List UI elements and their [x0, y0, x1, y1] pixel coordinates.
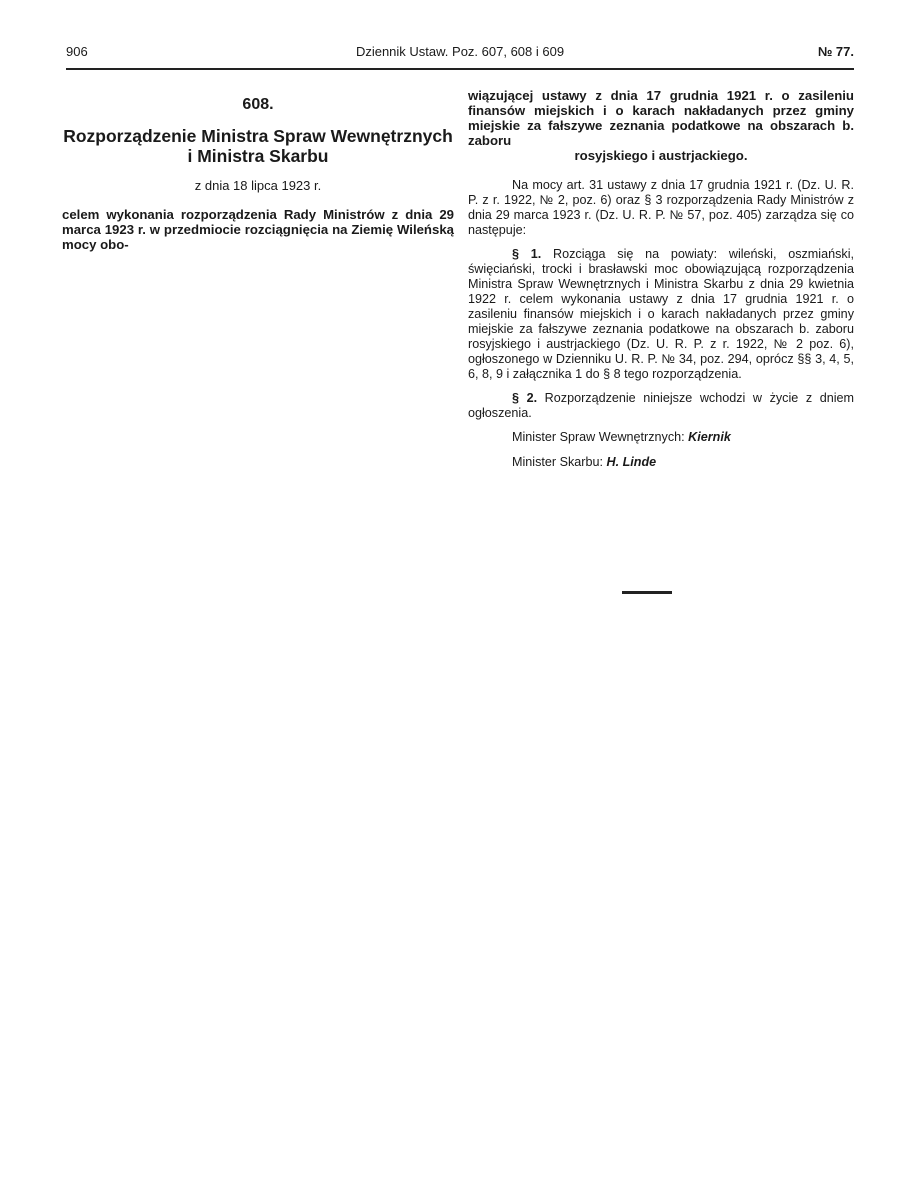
page-number: 906 — [66, 44, 88, 59]
journal-title: Dziennik Ustaw. Poz. 607, 608 i 609 — [355, 44, 565, 59]
signature-role: Minister Skarbu: — [512, 455, 603, 469]
right-column — [468, 88, 854, 480]
section-2 — [468, 391, 854, 421]
section-1 — [468, 247, 854, 382]
regulation-title: Rozporządzenie Ministra Spraw Wewnętrznych i Ministra Skarbu — [63, 126, 453, 166]
regulation-intro: celem wykonania rozporządzenia Rady Ministrów z dnia 29 marca 1923 r. w przedmiocie rozciągnięcia na Ziemię Wileńską mocy obo- — [62, 207, 454, 252]
issue-number: № 77. — [817, 44, 854, 59]
section-1-label: § 1. — [512, 247, 542, 261]
section-2-text: Rozporządzenie niniejsze wchodzi w życie z dniem ogłoszenia. — [468, 391, 855, 420]
regulation-number: 608. — [242, 96, 274, 113]
regulation-intro-end: rosyjskiego i austrjackiego. — [574, 148, 748, 163]
signature-role: Minister Spraw Wewnętrznych: — [512, 430, 685, 444]
signature-minister-treasury — [468, 455, 854, 470]
header-rule — [66, 68, 854, 70]
section-2-label: § 2. — [512, 391, 538, 405]
regulation-date: z dnia 18 lipca 1923 r. — [194, 178, 322, 193]
end-rule — [622, 591, 672, 594]
signature-name: Kiernik — [688, 430, 731, 444]
section-1-text: Rozciąga się na powiaty: wileński, oszmiański, święciański, trocki i brasławski moc obowiązującą rozporządzenia Ministra Spraw Wewnętrznych i Ministra Skarbu z dnia 29 kwietnia 1922 r. celem wykonania ustawy z dnia 17 grudnia 1921 r. o zasileniu finansów miejskich i o karach nakładanych przez gminy miejskie za fałszywe zeznania podatkowe na obszarach b. zaboru rosyjskiego i austrjackiego (Dz. U. R. P. z r. 1922, № 2 poz. 6), ogłoszonego w Dzienniku U. R. P. № 34, poz. 294, oprócz §§ 3, 4, 5, 6, 8, 9 i załącznika 1 do § 8 tego rozporządzenia. — [468, 247, 854, 381]
preamble-paragraph: Na mocy art. 31 ustawy z dnia 17 grudnia 1921 r. (Dz. U. R. P. z r. 1922, № 2, poz. 6) oraz § 3 rozporządzenia Rady Ministrów z dnia 29 marca 1923 r. (Dz. U. R. P. № 57, poz. 405) zarządza się co następuje: — [468, 178, 854, 237]
regulation-intro-continued: wiązującej ustawy z dnia 17 grudnia 1921 r. o zasileniu finansów miejskich i o karach nakładanych przez gminy miejskie za fałszywe zeznania podatkowe na obszarach b. zaboru — [468, 88, 854, 148]
signature-name: H. Linde — [606, 455, 657, 469]
signature-minister-interior — [468, 430, 854, 445]
running-header — [66, 44, 854, 66]
left-column — [62, 96, 454, 252]
